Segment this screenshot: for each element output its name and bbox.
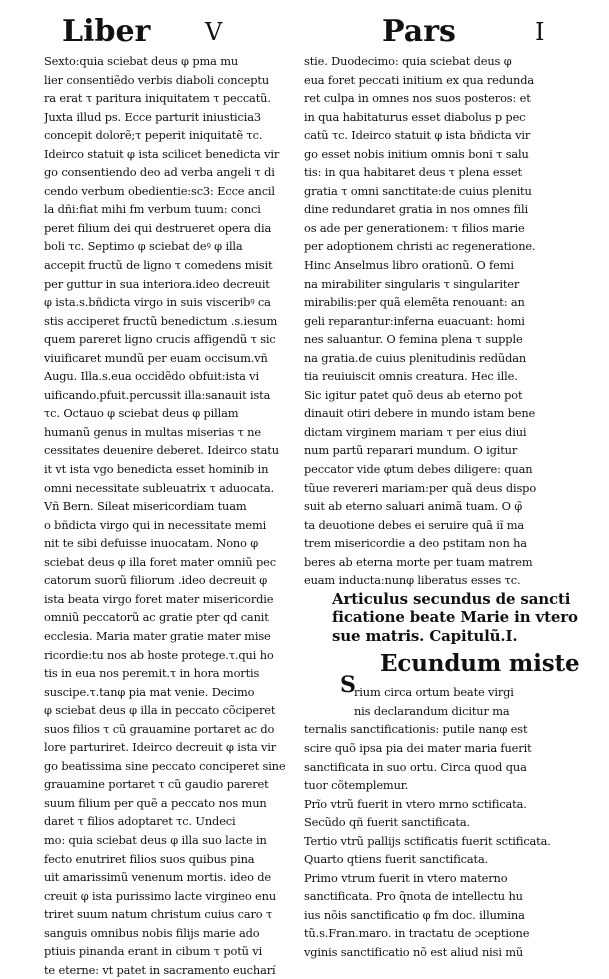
- text-line: dinauit otiri debere in mundo istam bene: [304, 406, 536, 421]
- section-title: Ecundum miste: [380, 650, 580, 678]
- text-line: it vt ista vgo benedicta esset hominib in: [44, 462, 269, 477]
- text-line: tia reuiuiscit omnis creatura. Hec ille.: [304, 369, 518, 384]
- text-line: sanguis omnibus nobis filijs marie ado: [44, 925, 260, 940]
- text-line: Prĩo vtrũ fuerit in vtero mrno sctificata.: [304, 796, 527, 811]
- running-head-book-number: V: [205, 18, 223, 46]
- text-line: quem pareret ligno crucis affigendũ τ sic: [44, 332, 276, 347]
- text-line: sciebat deus φ illa foret mater omniũ pec: [44, 554, 276, 569]
- text-line: per adoptionem christi ac regeneratione.: [304, 239, 536, 254]
- text-line: la dñi:fiat mihi fm verbum tuum: conci: [44, 202, 261, 217]
- text-line: φ sciebat deus φ illa in peccato cõciperet: [44, 703, 276, 718]
- text-line: creuit φ ista purissimo lacte virgineo enu: [44, 888, 277, 903]
- text-line: dine redundaret gratia in nos omnes fili: [304, 202, 529, 217]
- text-line: ius nõis sanctificatio φ fm doc. illumina: [304, 907, 525, 922]
- text-line: tũue revereri mariam:per quã deus dispo: [304, 480, 537, 495]
- text-line: triret suum natum christum cuius caro τ: [44, 907, 273, 922]
- text-line: Secũdo qñ fuerit sanctificata.: [304, 815, 470, 830]
- text-line: go esset nobis initium omnis boni τ salu: [304, 146, 529, 161]
- right-column-upper-text: [304, 52, 600, 590]
- text-line: uificando.pfuit.percussit illa:sanauit ista: [44, 387, 271, 402]
- text-line: cendo verbum obedientie:sc3: Ecce ancil: [44, 183, 275, 198]
- text-line: sanctificata. Pro q̃nota de intellectu hu: [304, 889, 523, 904]
- running-head-pars: Pars: [382, 14, 456, 49]
- text-line: suum filium per quẽ a peccato nos mun: [44, 795, 267, 810]
- text-line: Primo vtrum fuerit in vtero materno: [304, 870, 508, 885]
- text-line: Quarto qtiens fuerit sanctificata.: [304, 852, 489, 867]
- text-line: ricordie:tu nos ab hoste protege.τ.qui ho: [44, 647, 274, 662]
- text-line: suit ab eterno saluari animã tuam. O φ̃: [304, 499, 523, 514]
- text-line: omni necessitate subleuatrix τ aduocata.: [44, 480, 275, 495]
- text-line: ista beata virgo foret mater misericordie: [44, 591, 274, 606]
- text-line: fecto enutriret filios suos quibus pina: [44, 851, 255, 866]
- text-line: sanctificata in suo ortu. Circa quod qua: [304, 759, 527, 774]
- left-text-column: [44, 52, 298, 979]
- drop-initial: S: [340, 672, 356, 699]
- right-text-column: [304, 52, 600, 962]
- text-line: Articulus secundus de sancti: [332, 589, 571, 608]
- text-line: beres ab eterna morte per tuam matrem: [304, 554, 533, 569]
- text-line: accepit fructũ de ligno τ comedens misit: [44, 258, 273, 273]
- text-line: Augu. Illa.s.eua occidẽdo obfuit:ista vi: [44, 369, 259, 384]
- text-line: daret τ filios adoptaret τc. Undeci: [44, 814, 236, 829]
- text-line: peccator vide φtum debes diligere: quan: [304, 462, 533, 477]
- running-head-liber: Liber: [62, 14, 151, 49]
- text-line: rium circa ortum beate virgi: [354, 685, 514, 700]
- text-line: ptiuis pinanda erant in cibum τ potũ vi: [44, 944, 263, 959]
- text-line: ta deuotione debes ei seruire quã iĩ ma: [304, 517, 525, 532]
- text-line: vginis sanctificatio nõ est aliud nisi mũ: [304, 945, 524, 960]
- text-line: ecclesia. Maria mater gratie mater mise: [44, 628, 271, 643]
- text-line: ra erat τ paritura iniquitatem τ peccatũ.: [44, 91, 271, 106]
- text-line: Ideirco statuit φ ista scilicet benedicta vir: [44, 146, 280, 161]
- text-line: omniũ peccatorũ ac gratie pter qd canit: [44, 610, 269, 625]
- text-line: te eterne: vt patet in sacramento eucharí: [44, 962, 276, 977]
- text-line: mo: quia sciebat deus φ illa suo lacte in: [44, 832, 267, 847]
- text-line: τc. Octauo φ sciebat deus φ pillam: [44, 406, 239, 421]
- text-line: stis acciperet fructũ benedictum .s.iesum: [44, 313, 278, 328]
- text-line: uit amarissimũ venenum mortis. ideo de: [44, 870, 271, 885]
- text-line: euam inducta:nunφ liberatus esses τc.: [304, 573, 521, 588]
- text-line: go beatissima sine peccato conciperet sine: [44, 758, 286, 773]
- text-line: Hinc Anselmus libro orationũ. O femi: [304, 258, 514, 273]
- text-line: in qua habitaturus esset diabolus p pec: [304, 109, 526, 124]
- text-line: boli τc. Septimo φ sciebat deꝰ φ illa: [44, 239, 243, 254]
- text-line: peret filium dei qui destrueret opera dia: [44, 220, 272, 235]
- text-line: dictam virginem mariam τ per eius diui: [304, 424, 527, 439]
- text-line: sue matris. Capitulũ.I.: [332, 626, 518, 645]
- text-line: nis declarandum dicitur ma: [354, 703, 510, 718]
- text-line: tũ.s.Fran.maro. in tractatu de ɔceptione: [304, 926, 530, 941]
- text-line: tuor cõtemplemur.: [304, 778, 409, 793]
- right-column-lower-text: [304, 683, 600, 961]
- text-line: mirabilis:per quã elemẽta renouant: an: [304, 295, 525, 310]
- text-line: Vñ Bern. Sileat misericordiam tuam: [44, 499, 247, 514]
- text-line: Juxta illud ps. Ecce parturit iniusticia3: [44, 109, 261, 124]
- text-line: Sic igitur patet quõ deus ab eterno pot: [304, 387, 523, 402]
- text-line: nit te sibi defuisse inuocatam. Nono φ: [44, 536, 259, 551]
- text-line: trem misericordie a deo pstitam non ha: [304, 536, 527, 551]
- text-line: ficatione beate Marie in vtero: [332, 608, 578, 627]
- text-line: lier consentiẽdo verbis diaboli conceptu: [44, 72, 270, 87]
- text-line: Sexto:quia sciebat deus φ pma mu: [44, 54, 239, 68]
- text-line: catũ τc. Ideirco statuit φ ista bñdicta vir: [304, 128, 531, 143]
- text-line: grauamine portaret τ cũ gaudio pareret: [44, 777, 269, 792]
- text-line: go consentiendo deo ad verba angeli τ di: [44, 165, 275, 180]
- text-line: suscipe.τ.tanφ pia mat venie. Decimo: [44, 684, 255, 699]
- text-line: tis in eua nos peremit.τ in hora mortis: [44, 666, 260, 681]
- text-line: num partũ reparari mundum. O igitur: [304, 443, 518, 458]
- text-line: cessitates deuenire deberet. Ideirco statu: [44, 443, 279, 458]
- text-line: humanũ genus in multas miserias τ ne: [44, 424, 261, 439]
- text-line: geli reparantur:inferna euacuant: homi: [304, 313, 525, 328]
- running-head-part-number: I: [535, 18, 545, 46]
- text-line: ret culpa in omnes nos suos posteros: et: [304, 91, 531, 106]
- article-heading: [304, 590, 600, 646]
- text-line: o bñdicta virgo qui in necessitate memi: [44, 517, 267, 532]
- text-line: stie. Duodecimo: quia sciebat deus φ: [304, 54, 512, 68]
- text-line: Tertio vtrũ pallijs sctificatis fuerit sctificata.: [304, 833, 551, 848]
- text-line: per guttur in sua interiora.ideo decreuit: [44, 276, 270, 291]
- text-line: catorum suorũ filiorum .ideo decreuit φ: [44, 573, 268, 588]
- text-line: tis: in qua habitaret deus τ plena esset: [304, 165, 522, 180]
- text-line: na mirabiliter singularis τ singulariter: [304, 276, 520, 291]
- text-line: lore parturiret. Ideirco decreuit φ ista vir: [44, 740, 277, 755]
- text-line: os ade per generationem: τ filios marie: [304, 220, 525, 235]
- text-line: na gratia.de cuius plenitudinis redũdan: [304, 350, 527, 365]
- text-line: viuificaret mundũ per euam occisum.vñ: [44, 350, 268, 365]
- text-line: scire quõ ipsa pia dei mater maria fuerit: [304, 741, 532, 755]
- text-line: gratia τ omni sanctitate:de cuius plenitu: [304, 183, 532, 198]
- text-line: nes saluantur. O femina plena τ supple: [304, 332, 523, 347]
- page-header: [0, 8, 609, 54]
- text-line: concepit dolorẽ;τ peperit iniquitatẽ τc.: [44, 128, 263, 143]
- text-line: φ ista.s.bñdicta virgo in suis visceribꝰ ca: [44, 295, 271, 310]
- text-line: eua foret peccati initium ex qua redunda: [304, 72, 535, 87]
- text-line: suos filios τ cũ grauamine portaret ac do: [44, 721, 275, 736]
- text-line: ternalis sanctificationis: putile nanφ est: [304, 722, 528, 737]
